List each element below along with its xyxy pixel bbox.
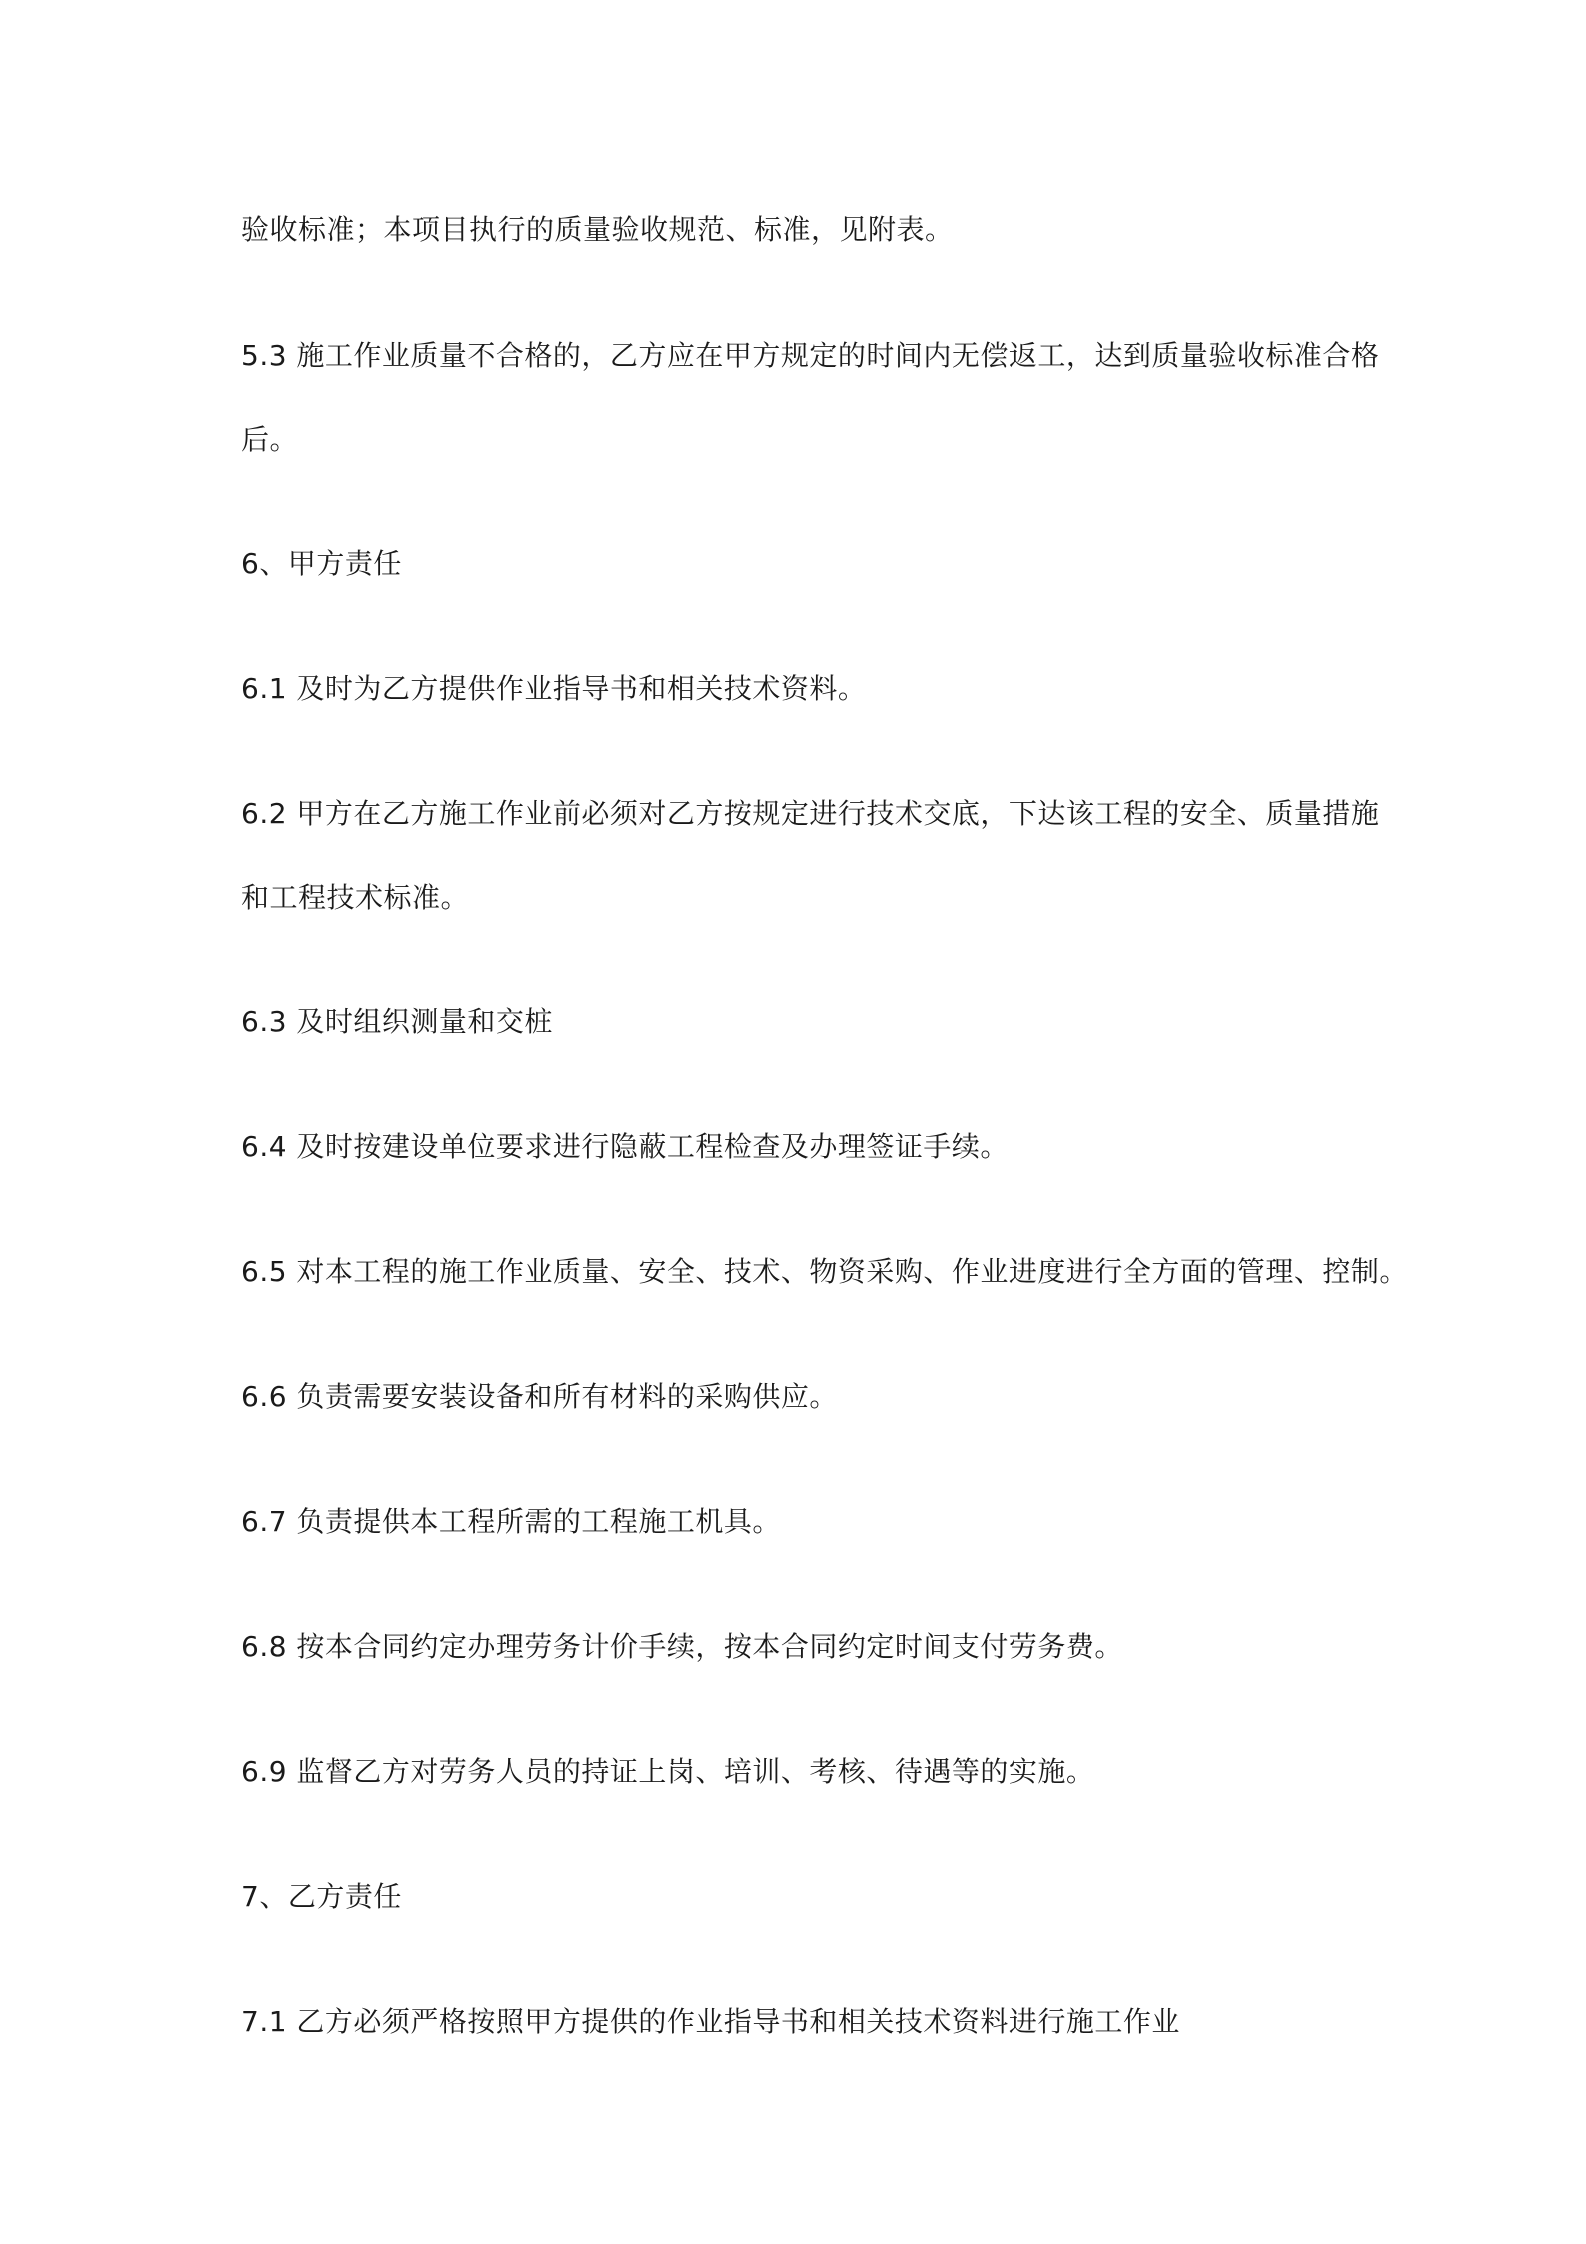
clause-text-line: 验收标准；本项目执行的质量验收规范、标准，见附表。 xyxy=(241,213,954,246)
clause-6-2-line-2: 和工程技术标准。 xyxy=(241,881,470,914)
clause-6-3: 6.3 及时组织测量和交桩 xyxy=(241,1005,553,1038)
clause-5-3-line-2: 后。 xyxy=(241,423,299,456)
clause-6-9: 6.9 监督乙方对劳务人员的持证上岗、培训、考核、待遇等的实施。 xyxy=(241,1755,1095,1788)
clause-6-2-line-1: 6.2 甲方在乙方施工作业前必须对乙方按规定进行技术交底，下达该工程的安全、质量措施 xyxy=(241,797,1380,830)
clause-6-8: 6.8 按本合同约定办理劳务计价手续，按本合同约定时间支付劳务费。 xyxy=(241,1630,1123,1663)
clause-6-7: 6.7 负责提供本工程所需的工程施工机具。 xyxy=(241,1505,781,1538)
clause-7-1: 7.1 乙方必须严格按照甲方提供的作业指导书和相关技术资料进行施工作业 xyxy=(241,2005,1180,2038)
clause-6-4: 6.4 及时按建设单位要求进行隐蔽工程检查及办理签证手续。 xyxy=(241,1130,1009,1163)
clause-6-1: 6.1 及时为乙方提供作业指导书和相关技术资料。 xyxy=(241,672,867,705)
section-heading-6: 6、甲方责任 xyxy=(241,547,402,580)
clause-6-6: 6.6 负责需要安装设备和所有材料的采购供应。 xyxy=(241,1380,838,1413)
clause-6-5: 6.5 对本工程的施工作业质量、安全、技术、物资采购、作业进度进行全方面的管理、控制。 xyxy=(241,1255,1408,1288)
clause-5-3-line-1: 5.3 施工作业质量不合格的，乙方应在甲方规定的时间内无偿返工，达到质量验收标准合格 xyxy=(241,339,1380,372)
section-heading-7: 7、乙方责任 xyxy=(241,1880,402,1913)
